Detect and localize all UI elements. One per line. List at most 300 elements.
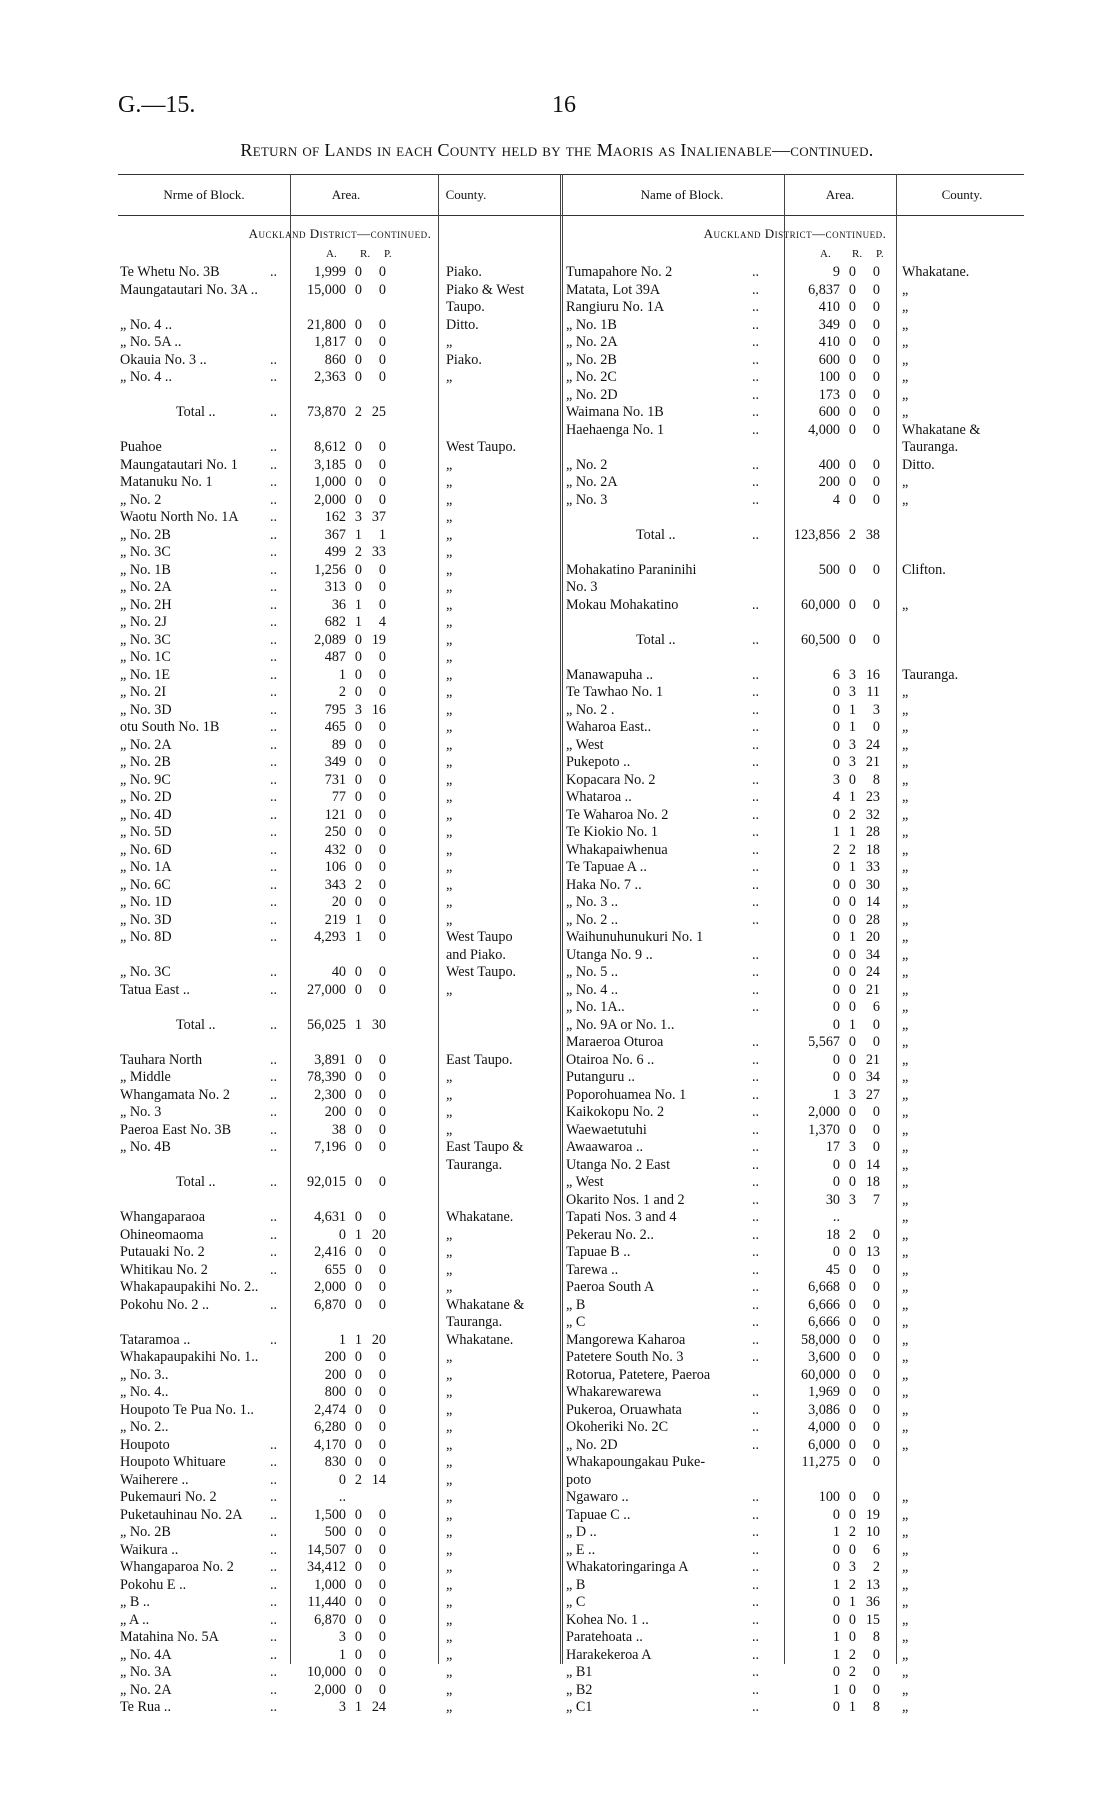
leader-dots: .. <box>270 964 278 980</box>
table-row <box>566 1507 1024 1525</box>
block-name: Whataroa .. <box>566 789 632 805</box>
table-row <box>566 1472 1024 1490</box>
block-name: Utanga No. 9 .. <box>566 946 653 963</box>
block-name: „ No. 2D <box>120 789 172 805</box>
area-perches: 6 <box>872 999 880 1015</box>
leader-dots: .. <box>270 876 278 893</box>
county-name: „ <box>446 1489 453 1505</box>
county-name: „ <box>902 1646 909 1663</box>
table-row <box>120 299 560 317</box>
county-name: „ <box>446 1261 453 1278</box>
area-acres: 343 <box>324 876 346 893</box>
area-acres: 18 <box>825 1226 840 1243</box>
leader-dots: .. <box>270 1051 278 1068</box>
county-name: „ <box>446 719 453 735</box>
block-name: „ No. 2 . <box>566 701 615 718</box>
county-name: „ <box>902 404 909 420</box>
area-acres: 30 <box>825 1191 840 1208</box>
county-name: „ <box>902 316 909 333</box>
area-roods: 0 <box>354 1541 362 1558</box>
area-acres: 0 <box>832 1244 840 1260</box>
area-acres: 1,817 <box>314 334 346 350</box>
unit-roods-left: R. <box>360 248 371 260</box>
table-row <box>120 929 560 947</box>
area-roods: 0 <box>848 1314 856 1330</box>
area-perches: 0 <box>378 1646 386 1663</box>
leader-dots: .. <box>270 456 278 473</box>
block-name: „ No. 3 .. <box>566 894 619 910</box>
area-perches: 0 <box>872 1664 880 1680</box>
leader-dots: .. <box>270 1559 278 1575</box>
area-perches: 0 <box>378 316 386 333</box>
block-name: Te Whetu No. 3B <box>120 264 220 280</box>
area-acres: 60,000 <box>800 596 840 613</box>
county-name: „ <box>902 491 909 508</box>
area-acres: 27,000 <box>306 981 346 998</box>
area-perches: 3 <box>872 701 880 718</box>
table-row <box>566 1017 1024 1035</box>
county-name: „ <box>446 474 453 490</box>
area-perches: 0 <box>378 1436 386 1453</box>
leader-dots: .. <box>752 1191 760 1208</box>
table-row <box>566 1227 1024 1245</box>
county-name: „ <box>446 1244 453 1260</box>
area-perches: 0 <box>378 1349 386 1365</box>
area-perches: 34 <box>865 1069 880 1085</box>
leader-dots: .. <box>270 1174 278 1190</box>
area-roods: 2 <box>848 1646 856 1663</box>
table-row <box>120 912 560 930</box>
area-roods: 0 <box>354 1629 362 1645</box>
leader-dots: .. <box>270 1681 278 1698</box>
area-acres: 2,363 <box>314 369 346 385</box>
area-acres: 432 <box>324 841 346 858</box>
area-acres: 465 <box>324 719 346 735</box>
leader-dots: .. <box>752 334 760 350</box>
leader-dots: .. <box>752 1174 760 1190</box>
area-acres: 2,000 <box>808 1104 840 1120</box>
area-acres: 500 <box>818 561 840 578</box>
leader-dots: .. <box>270 596 278 613</box>
area-acres: 487 <box>324 649 346 665</box>
area-perches: 0 <box>872 1366 880 1383</box>
leader-dots: .. <box>270 981 278 998</box>
area-roods: 1 <box>848 929 856 945</box>
county-name: „ <box>902 789 909 805</box>
leader-dots: .. <box>270 1121 278 1138</box>
table-row <box>566 1559 1024 1577</box>
table-row <box>120 1699 560 1717</box>
area-acres: 0 <box>832 981 840 998</box>
area-acres: 0 <box>832 999 840 1015</box>
area-roods: 0 <box>354 1419 362 1435</box>
block-name: Whangaparoa No. 2 <box>120 1559 234 1575</box>
area-roods: 0 <box>848 1051 856 1068</box>
table-row <box>120 527 560 545</box>
county-name: „ <box>902 929 909 945</box>
area-acres: 6,666 <box>808 1296 840 1313</box>
area-roods: 0 <box>354 631 362 648</box>
table-row <box>566 859 1024 877</box>
leader-dots: .. <box>752 1489 760 1505</box>
area-acres: 0 <box>832 1069 840 1085</box>
leader-dots: .. <box>270 1209 278 1225</box>
block-name: „ No. 2A <box>566 474 618 490</box>
area-roods: 0 <box>354 1174 362 1190</box>
area-acres: 3 <box>832 771 840 788</box>
area-acres: 0 <box>338 1471 346 1488</box>
area-perches: 0 <box>872 1314 880 1330</box>
block-name: „ No. 3C <box>120 544 171 560</box>
table-row <box>120 1052 560 1070</box>
area-acres: 60,000 <box>800 1366 840 1383</box>
area-perches: 20 <box>371 1331 386 1348</box>
county-name: Tauranga. <box>902 439 959 455</box>
area-roods: 0 <box>848 1489 856 1505</box>
area-roods: 3 <box>848 684 856 700</box>
block-name: „ No. 6C <box>120 876 171 893</box>
leader-dots: .. <box>270 1454 278 1470</box>
leader-dots: .. <box>270 701 278 718</box>
county-name: „ <box>446 701 453 718</box>
area-roods: 2 <box>848 1664 856 1680</box>
leader-dots: .. <box>270 649 278 665</box>
block-name: Te Kiokio No. 1 <box>566 824 659 840</box>
block-name: „ No. 5A .. <box>120 334 182 350</box>
block-name: Te Rua .. <box>120 1699 172 1715</box>
area-roods: 0 <box>354 719 362 735</box>
block-name: „ No. 2B <box>120 1524 171 1540</box>
table-row <box>566 1209 1024 1227</box>
table-row <box>566 1367 1024 1385</box>
area-perches: 13 <box>865 1244 880 1260</box>
leader-dots: .. <box>752 491 760 508</box>
leader-dots: .. <box>752 1261 760 1278</box>
leader-dots: .. <box>270 911 278 928</box>
area-acres: 10,000 <box>306 1664 346 1680</box>
table-row <box>566 1699 1024 1717</box>
area-perches: 0 <box>378 876 386 893</box>
county-name: „ <box>446 1611 453 1628</box>
area-acres: 410 <box>818 334 840 350</box>
area-perches: 0 <box>378 1279 386 1295</box>
area-perches: 0 <box>378 1559 386 1575</box>
block-name: Mokau Mohakatino <box>566 596 679 613</box>
county-name: „ <box>902 1349 909 1365</box>
county-name: „ <box>446 596 453 613</box>
area-roods: 2 <box>848 806 856 823</box>
district-heading-left: Auckland District—continued. <box>248 226 432 241</box>
area-acres: 14,507 <box>306 1541 346 1558</box>
table-header-rule <box>118 215 1024 216</box>
block-name: „ No. 4 .. <box>120 369 173 385</box>
leader-dots: .. <box>270 631 278 648</box>
area-perches: 0 <box>378 439 386 455</box>
area-perches: 0 <box>872 299 880 315</box>
county-name: „ <box>446 1629 453 1645</box>
area-roods: 0 <box>354 1209 362 1225</box>
area-acres: 21,800 <box>306 316 346 333</box>
block-name: Mohakatino Paraninihi <box>566 561 697 578</box>
leader-dots: .. <box>752 596 760 613</box>
block-name: „ No. 4D <box>120 806 172 823</box>
county-name: „ <box>902 1541 909 1558</box>
table-row <box>120 1122 560 1140</box>
area-perches: 0 <box>872 421 880 438</box>
area-roods: 0 <box>848 1419 856 1435</box>
leader-dots: .. <box>270 1506 278 1523</box>
area-acres: 1 <box>832 1629 840 1645</box>
county-name: „ <box>902 999 909 1015</box>
table-row <box>120 1647 560 1665</box>
table-row <box>120 1192 560 1210</box>
area-acres: .. <box>832 1209 840 1225</box>
area-roods: 2 <box>848 1524 856 1540</box>
county-name: „ <box>446 1471 453 1488</box>
area-roods: 3 <box>848 1139 856 1155</box>
leader-dots: .. <box>270 474 278 490</box>
block-name: Rangiuru No. 1A <box>566 299 665 315</box>
block-name: „ No. 8D <box>120 929 172 945</box>
area-perches: 14 <box>865 894 880 910</box>
area-roods: 1 <box>848 1594 856 1610</box>
area-roods: 0 <box>848 369 856 385</box>
county-name: „ <box>902 1489 909 1505</box>
table-row <box>566 1139 1024 1157</box>
block-name: „ No. 2C <box>566 369 617 385</box>
area-perches: 2 <box>872 1559 880 1575</box>
table-row <box>120 1349 560 1367</box>
area-perches: 0 <box>378 1174 386 1190</box>
area-perches: 0 <box>872 1016 880 1033</box>
block-name: „ No. 9A or No. 1.. <box>566 1016 675 1033</box>
table-row <box>120 317 560 335</box>
area-perches: 0 <box>378 1086 386 1103</box>
table-row <box>566 614 1024 632</box>
area-acres: 1 <box>832 1086 840 1103</box>
leader-dots: .. <box>752 701 760 718</box>
area-roods: 0 <box>354 666 362 683</box>
area-acres: 1 <box>832 1576 840 1593</box>
area-roods: 0 <box>848 561 856 578</box>
table-row <box>566 457 1024 475</box>
block-name: „ E .. <box>566 1541 596 1558</box>
county-name: „ <box>902 1016 909 1033</box>
leader-dots: .. <box>752 1559 760 1575</box>
block-name: Waewaetutuhi <box>566 1121 647 1138</box>
area-perches: 0 <box>378 666 386 683</box>
table-row <box>566 1629 1024 1647</box>
county-name: „ <box>902 876 909 893</box>
table-row <box>566 474 1024 492</box>
county-name: „ <box>902 1069 909 1085</box>
block-name: „ No. 2D <box>566 386 618 403</box>
leader-dots: .. <box>752 771 760 788</box>
block-name: Tumapahore No. 2 <box>566 264 673 280</box>
area-acres: 123,856 <box>793 526 840 543</box>
area-roods: 0 <box>848 1069 856 1085</box>
leader-dots: .. <box>752 806 760 823</box>
leader-dots: .. <box>752 1436 760 1453</box>
county-name: Ditto. <box>902 456 935 473</box>
table-row <box>566 404 1024 422</box>
leader-dots: .. <box>752 946 760 963</box>
total-row <box>120 404 560 422</box>
table-row <box>566 352 1024 370</box>
area-roods: 1 <box>354 1226 362 1243</box>
table-row <box>120 1262 560 1280</box>
block-name: Paeroa East No. 3B <box>120 1121 232 1138</box>
area-perches: 0 <box>872 1331 880 1348</box>
area-perches: 0 <box>872 474 880 490</box>
area-roods: 0 <box>354 1436 362 1453</box>
area-roods: 0 <box>354 1139 362 1155</box>
area-acres: 2,089 <box>314 631 346 648</box>
block-name: Ngawaro .. <box>566 1489 629 1505</box>
page-number: 16 <box>552 92 576 118</box>
county-name: „ <box>446 684 453 700</box>
area-acres: 56,025 <box>306 1016 346 1033</box>
county-name: „ <box>902 369 909 385</box>
block-name: „ No. 1A <box>120 859 172 875</box>
area-acres: 2,000 <box>314 1279 346 1295</box>
block-name: „ No. 2 .. <box>566 911 619 928</box>
area-acres: 11,275 <box>801 1454 840 1470</box>
leader-dots: .. <box>270 719 278 735</box>
county-name: „ <box>446 911 453 928</box>
table-row <box>120 1507 560 1525</box>
block-name: „ C <box>566 1594 586 1610</box>
county-name: „ <box>902 1401 909 1418</box>
area-roods: 0 <box>848 911 856 928</box>
county-name: „ <box>446 1576 453 1593</box>
leader-dots: .. <box>752 876 760 893</box>
leader-dots: .. <box>270 544 278 560</box>
block-name: Okarito Nos. 1 and 2 <box>566 1191 685 1208</box>
county-name: Whakatane. <box>902 264 970 280</box>
area-perches: 0 <box>872 1489 880 1505</box>
area-acres: 0 <box>832 894 840 910</box>
county-name: Whakatane & <box>902 421 981 438</box>
block-name: Te Tapuae A .. <box>566 859 647 875</box>
area-roods: 0 <box>848 1611 856 1628</box>
area-perches: 21 <box>865 981 880 998</box>
area-acres: 500 <box>324 1524 346 1540</box>
area-acres: 5,567 <box>808 1034 840 1050</box>
area-acres: 3,185 <box>314 456 346 473</box>
area-roods: 1 <box>848 824 856 840</box>
table-row <box>566 772 1024 790</box>
county-name: Piako & West <box>446 281 525 298</box>
leader-dots: .. <box>752 1244 760 1260</box>
area-acres: 20 <box>331 894 346 910</box>
area-acres: 795 <box>324 701 346 718</box>
leader-dots: .. <box>752 281 760 298</box>
block-name: „ No. 1C <box>120 649 171 665</box>
area-acres: 1,999 <box>314 264 346 280</box>
county-name: „ <box>446 649 453 665</box>
area-roods: 0 <box>848 386 856 403</box>
county-name: „ <box>902 859 909 875</box>
block-name: Rotorua, Patetere, Paeroa <box>566 1366 711 1383</box>
area-perches: 0 <box>872 1349 880 1365</box>
county-name: Tauranga. <box>902 666 959 683</box>
leader-dots: .. <box>270 1226 278 1243</box>
col-header-county-left: County. <box>445 187 487 202</box>
block-name: Whakarewarewa <box>566 1384 662 1400</box>
leader-dots: .. <box>752 1069 760 1085</box>
table-row <box>566 1069 1024 1087</box>
area-roods: 3 <box>848 1559 856 1575</box>
county-name: „ <box>446 544 453 560</box>
county-name: „ <box>446 1121 453 1138</box>
leader-dots: .. <box>752 264 760 280</box>
area-roods: 1 <box>848 789 856 805</box>
table-row <box>120 702 560 720</box>
area-perches: 0 <box>378 1209 386 1225</box>
area-perches: 8 <box>872 771 880 788</box>
county-name: Piako. <box>446 264 482 280</box>
block-name: otu South No. 1B <box>120 719 220 735</box>
leader-dots: .. <box>752 1121 760 1138</box>
area-perches: 28 <box>865 824 880 840</box>
county-name: „ <box>446 1664 453 1680</box>
table-row <box>566 264 1024 282</box>
area-acres: 0 <box>832 946 840 963</box>
table-row <box>120 684 560 702</box>
county-name: „ <box>446 456 453 473</box>
county-name: „ <box>446 1646 453 1663</box>
area-perches: 0 <box>872 1104 880 1120</box>
area-acres: 34,412 <box>306 1559 346 1575</box>
county-name: Taupo. <box>446 299 485 315</box>
area-roods: 0 <box>354 824 362 840</box>
table-row <box>120 1069 560 1087</box>
table-row <box>566 649 1024 667</box>
leader-dots: .. <box>752 1139 760 1155</box>
area-perches: 0 <box>378 474 386 490</box>
area-perches: 0 <box>872 264 880 280</box>
leader-dots: .. <box>270 666 278 683</box>
table-row <box>566 929 1024 947</box>
table-row <box>120 1664 560 1682</box>
page-title: Return of Lands in each County held by the Maoris as Inalienable—continued. <box>240 140 874 160</box>
county-name: „ <box>446 1069 453 1085</box>
area-acres: 0 <box>832 1541 840 1558</box>
area-acres: 100 <box>818 369 840 385</box>
area-roods: 2 <box>848 1576 856 1593</box>
area-perches: 0 <box>872 1436 880 1453</box>
area-perches: 13 <box>865 1576 880 1593</box>
county-name: „ <box>446 789 453 805</box>
block-name: „ No. 4 .. <box>566 981 619 998</box>
table-row <box>120 1454 560 1472</box>
block-name: Whakapoungakau Puke- <box>566 1454 706 1470</box>
total-row <box>566 527 1024 545</box>
area-perches: 0 <box>378 1366 386 1383</box>
area-acres: 200 <box>324 1366 346 1383</box>
table-row <box>566 1052 1024 1070</box>
area-roods: 0 <box>354 1594 362 1610</box>
county-name: „ <box>902 1226 909 1243</box>
block-name: Total .. <box>636 631 676 648</box>
area-perches: 4 <box>378 614 386 630</box>
block-name: Pukeroa, Oruawhata <box>566 1401 682 1418</box>
leader-dots: .. <box>270 579 278 595</box>
leader-dots: .. <box>752 1086 760 1103</box>
block-name: „ No. 3D <box>120 911 172 928</box>
area-perches: 0 <box>872 1226 880 1243</box>
